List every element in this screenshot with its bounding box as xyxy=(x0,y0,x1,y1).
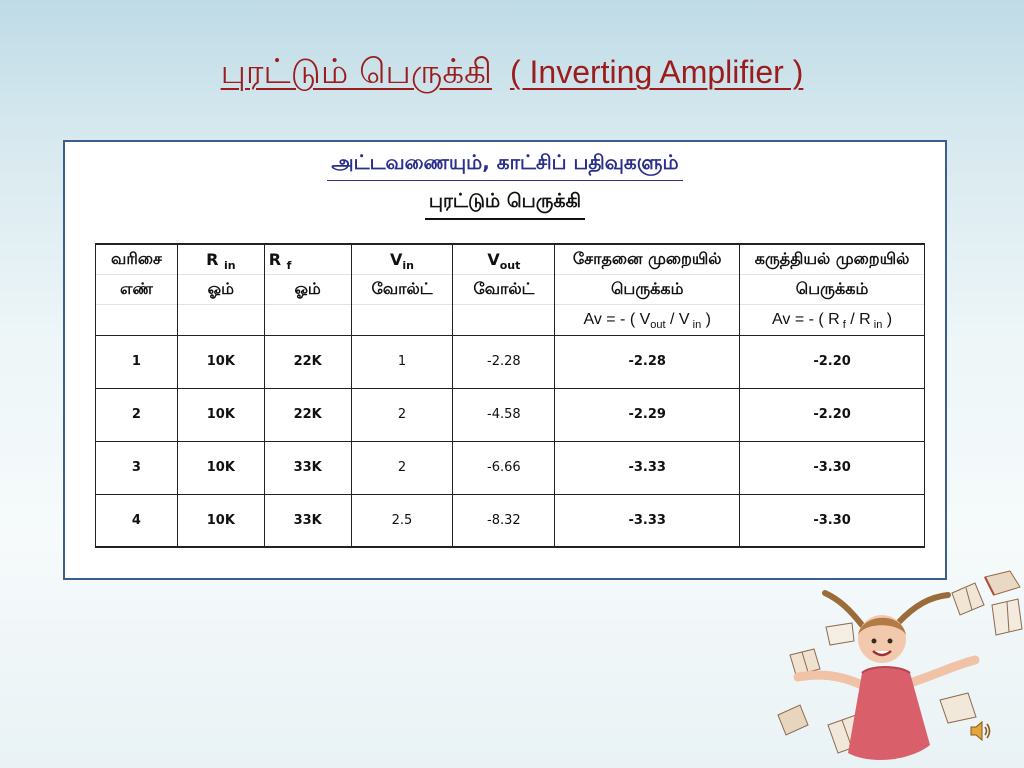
header-rf: R $_f$ xyxy=(264,244,351,274)
header-vout: $V_{out}$ xyxy=(453,244,555,274)
header-vin: $V_{in}$ xyxy=(351,244,453,274)
results-panel xyxy=(63,140,947,580)
header-vin-unit: வோல்ட் xyxy=(351,274,453,304)
header-serial-2: எண் xyxy=(96,274,178,304)
header-theoretical-2: பெருக்கம் xyxy=(740,274,925,304)
header-vout-unit: வோல்ட் xyxy=(453,274,555,304)
results-table xyxy=(95,243,925,548)
header-experimental: சோதனை முறையில் xyxy=(555,244,740,274)
header-experimental-2: பெருக்கம் xyxy=(555,274,740,304)
book-icon xyxy=(778,705,808,735)
book-icon xyxy=(992,599,1022,635)
book-icon xyxy=(952,583,984,615)
panel-subheading xyxy=(65,190,945,220)
speaker-icon[interactable] xyxy=(968,718,994,744)
book-icon xyxy=(826,623,854,645)
table-row: 1 10K 22K 1 -2.28 -2.28 -2.20 xyxy=(96,335,925,388)
header-rf-unit: ஓம் xyxy=(264,274,351,304)
header-theoretical: கருத்தியல் முறையில் xyxy=(740,244,925,274)
book-icon xyxy=(985,571,1020,595)
panel-heading xyxy=(65,150,945,181)
table-row: 3 10K 33K 2 -6.66 -3.33 -3.30 xyxy=(96,441,925,494)
header-serial: வரிசை xyxy=(96,244,178,274)
table-formula-row xyxy=(96,304,925,335)
formula-theoretical: Av = - ( R $_f$ / R $_{in}$ ) xyxy=(740,304,925,335)
table-row: 4 10K 33K 2.5 -8.32 -3.33 -3.30 xyxy=(96,494,925,547)
panel-heading-text: அட்டவணையும், காட்சிப் பதிவுகளும் xyxy=(327,150,682,181)
header-rin-unit: ஓம் xyxy=(177,274,264,304)
header-rin: R $_{in}$ xyxy=(177,244,264,274)
slide-title xyxy=(0,52,1024,96)
panel-subheading-text: புரட்டும் பெருக்கி xyxy=(425,190,585,220)
formula-experimental: Av = - ( $V_{out}$ / V $_{in}$ ) xyxy=(555,304,740,335)
slide-title-english: ( Inverting Amplifier ) xyxy=(509,54,804,90)
slide-title-tamil: புரட்டும் பெருக்கி xyxy=(220,52,492,92)
table-header-row xyxy=(96,244,925,274)
table-row: 2 10K 22K 2 -4.58 -2.29 -2.20 xyxy=(96,388,925,441)
table-header-row xyxy=(96,274,925,304)
